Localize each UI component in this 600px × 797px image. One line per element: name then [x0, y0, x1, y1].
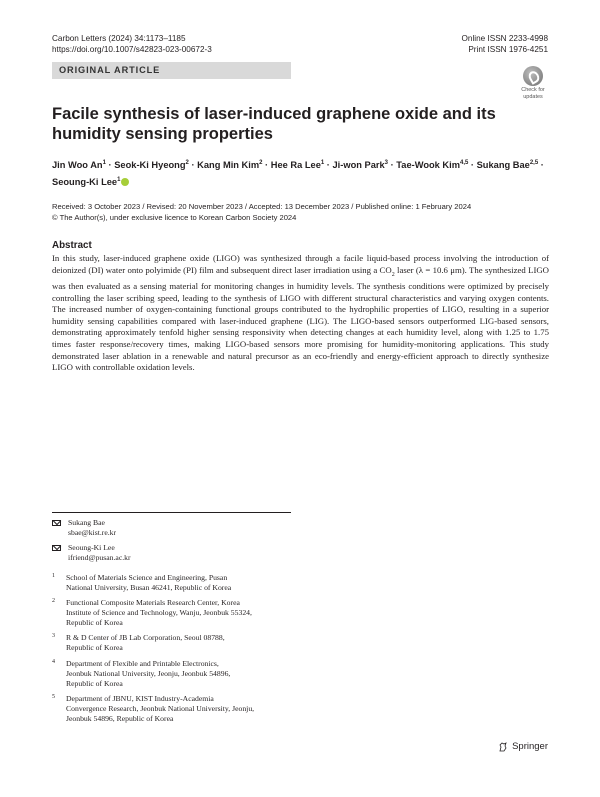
print-issn: Print ISSN 1976-4251	[468, 45, 548, 54]
contact-name: Seoung-Ki Lee	[68, 543, 115, 552]
contact-entry	[52, 518, 116, 538]
author-separator: ·	[188, 160, 198, 171]
abstract-text-part2: laser (λ = 10.6 μm). The synthesized LIGO was then evaluated as a sensing material for monitoring changes in humidity levels. The synthesis conditions were optimized by precisely controlling the laser scribing speed, leading to the synthesis of LIGO with different structural characteristics and varying oxygen contents. The increased number of oxygen-containing functional groups contributed to the hydrophilic properties of LIGO, resulting in a superior humidity sensing capabilities compared with laser-induced graphene (LIG). The LIGO-based sensors outperformed LIG-based sensors, demonstrating approximately tenfold higher sensing responsivity when detecting changes at each humidity level, along with 1.25 to 1.75 times faster response/recovery times, making LIGO-based sensors more promising for humidity-monitoring applications. This study demonstrated laser ablation in a renewable and natural precursor as an eco-friendly and energy-efficient approach to directly synthesize LIGO with controllable oxidation levels.	[52, 264, 549, 373]
author-affiliation-marker: 4,5	[460, 160, 469, 166]
author-affiliation-marker: 2	[259, 160, 263, 166]
online-issn: Online ISSN 2233-4998	[461, 34, 548, 43]
affiliation-item	[52, 694, 302, 724]
abstract-subscript: 2	[391, 271, 395, 278]
affiliation-number: 4	[52, 659, 55, 665]
affiliation-line: Republic of Korea	[66, 679, 123, 688]
abstract-text-part1: In this study, laser-induced graphene oxide (LIGO) was synthesized through a facile liquid-based process involving the introduction of deionized (DI) water onto polyimide (PI) film and subsequent direct laser irradiation using a CO	[52, 253, 549, 275]
author-list	[52, 156, 552, 190]
author-name[interactable]: Kang Min Kim	[197, 160, 260, 171]
affiliation-line: National University, Busan 46241, Republic of Korea	[66, 583, 232, 592]
publisher-name: Springer	[512, 741, 548, 752]
envelope-icon	[52, 520, 61, 526]
author-name[interactable]: Hee Ra Lee	[270, 160, 321, 171]
affiliation-line: Department of Flexible and Printable Electronics,	[66, 659, 219, 668]
author-affiliation-marker: 2	[185, 160, 189, 166]
envelope-icon	[52, 545, 61, 551]
affiliation-item	[52, 633, 302, 653]
contact-email[interactable]: sbae@kist.re.kr	[68, 528, 117, 537]
journal-citation: Carbon Letters (2024) 34:1173–1185	[52, 34, 186, 43]
affiliation-number: 2	[52, 598, 55, 604]
author-separator: ·	[105, 160, 115, 171]
orcid-icon[interactable]	[121, 178, 129, 186]
copyright-line: © The Author(s), under exclusive licence to Korean Carbon Society 2024	[52, 213, 297, 222]
affiliation-line: Department of JBNU, KIST Industry-Academia	[66, 694, 214, 703]
affiliation-item	[52, 573, 302, 593]
affiliation-number: 5	[52, 694, 55, 700]
author-affiliation-marker: 1	[102, 160, 106, 166]
affiliation-line: School of Materials Science and Engineering, Pusan	[66, 573, 228, 582]
publication-dates	[52, 201, 552, 223]
author-name[interactable]: Ji-won Park	[332, 160, 385, 171]
author-separator: ·	[538, 160, 544, 171]
author-affiliation-marker: 3	[384, 160, 389, 166]
publisher-logo	[498, 741, 548, 752]
footnote-divider	[52, 512, 291, 513]
affiliation-line: Convergence Research, Jeonbuk National University, Jeonju,	[66, 704, 255, 713]
affiliation-line: Functional Composite Materials Research Center, Korea	[66, 598, 240, 607]
check-for-updates-icon	[523, 66, 543, 86]
author-separator: ·	[388, 160, 397, 171]
author-separator: ·	[324, 160, 333, 171]
article-type-banner: ORIGINAL ARTICLE	[52, 62, 291, 79]
issn-header	[462, 33, 548, 55]
affiliation-line: Republic of Korea	[66, 618, 123, 627]
check-for-updates-badge[interactable]	[516, 66, 550, 98]
contact-entry	[52, 543, 131, 563]
author-name[interactable]: Jin Woo An	[52, 160, 103, 171]
author-separator: ·	[262, 160, 271, 171]
author-separator: ·	[468, 160, 477, 171]
author-affiliation-marker: 1	[320, 160, 325, 166]
article-title: Facile synthesis of laser-induced graphene oxide and its humidity sensing properties	[52, 105, 496, 143]
affiliation-number: 1	[52, 573, 55, 579]
contact-email[interactable]: ifriend@pusan.ac.kr	[68, 553, 131, 562]
affiliation-line: Jeonbuk 54896, Republic of Korea	[66, 714, 174, 723]
contact-name: Sukang Bae	[68, 518, 105, 527]
author-name[interactable]: Seok-Ki Hyeong	[114, 160, 186, 171]
doi-link[interactable]: https://doi.org/10.1007/s42823-023-00672-3	[52, 45, 212, 54]
check-for-updates-label-1: Check for	[521, 87, 545, 93]
affiliation-item	[52, 598, 302, 628]
author-name[interactable]: Tae-Wook Kim	[396, 160, 460, 171]
affiliation-line: R & D Center of JB Lab Corporation, Seoul 08788,	[66, 633, 225, 642]
affiliation-line: Institute of Science and Technology, Wanju, Jeonbuk 55324,	[66, 608, 252, 617]
springer-horse-icon	[498, 742, 508, 752]
affiliation-number: 3	[52, 633, 55, 639]
abstract-body	[52, 253, 549, 374]
author-name[interactable]: Seoung-Ki Lee	[52, 177, 118, 188]
author-affiliation-marker: 1	[117, 177, 121, 184]
affiliation-line: Jeonbuk National University, Jeonju, Jeonbuk 54896,	[66, 669, 231, 678]
author-affiliation-marker: 2,5	[529, 160, 539, 166]
affiliation-item	[52, 659, 302, 689]
check-for-updates-label-2: updates	[523, 94, 543, 100]
affiliation-line: Republic of Korea	[66, 643, 123, 652]
abstract-heading: Abstract	[52, 240, 92, 251]
author-name[interactable]: Sukang Bae	[476, 160, 530, 171]
dates-line: Received: 3 October 2023 / Revised: 20 November 2023 / Accepted: 13 December 2023 / Published online: 1 February 2024	[52, 202, 472, 211]
journal-header	[52, 33, 212, 55]
